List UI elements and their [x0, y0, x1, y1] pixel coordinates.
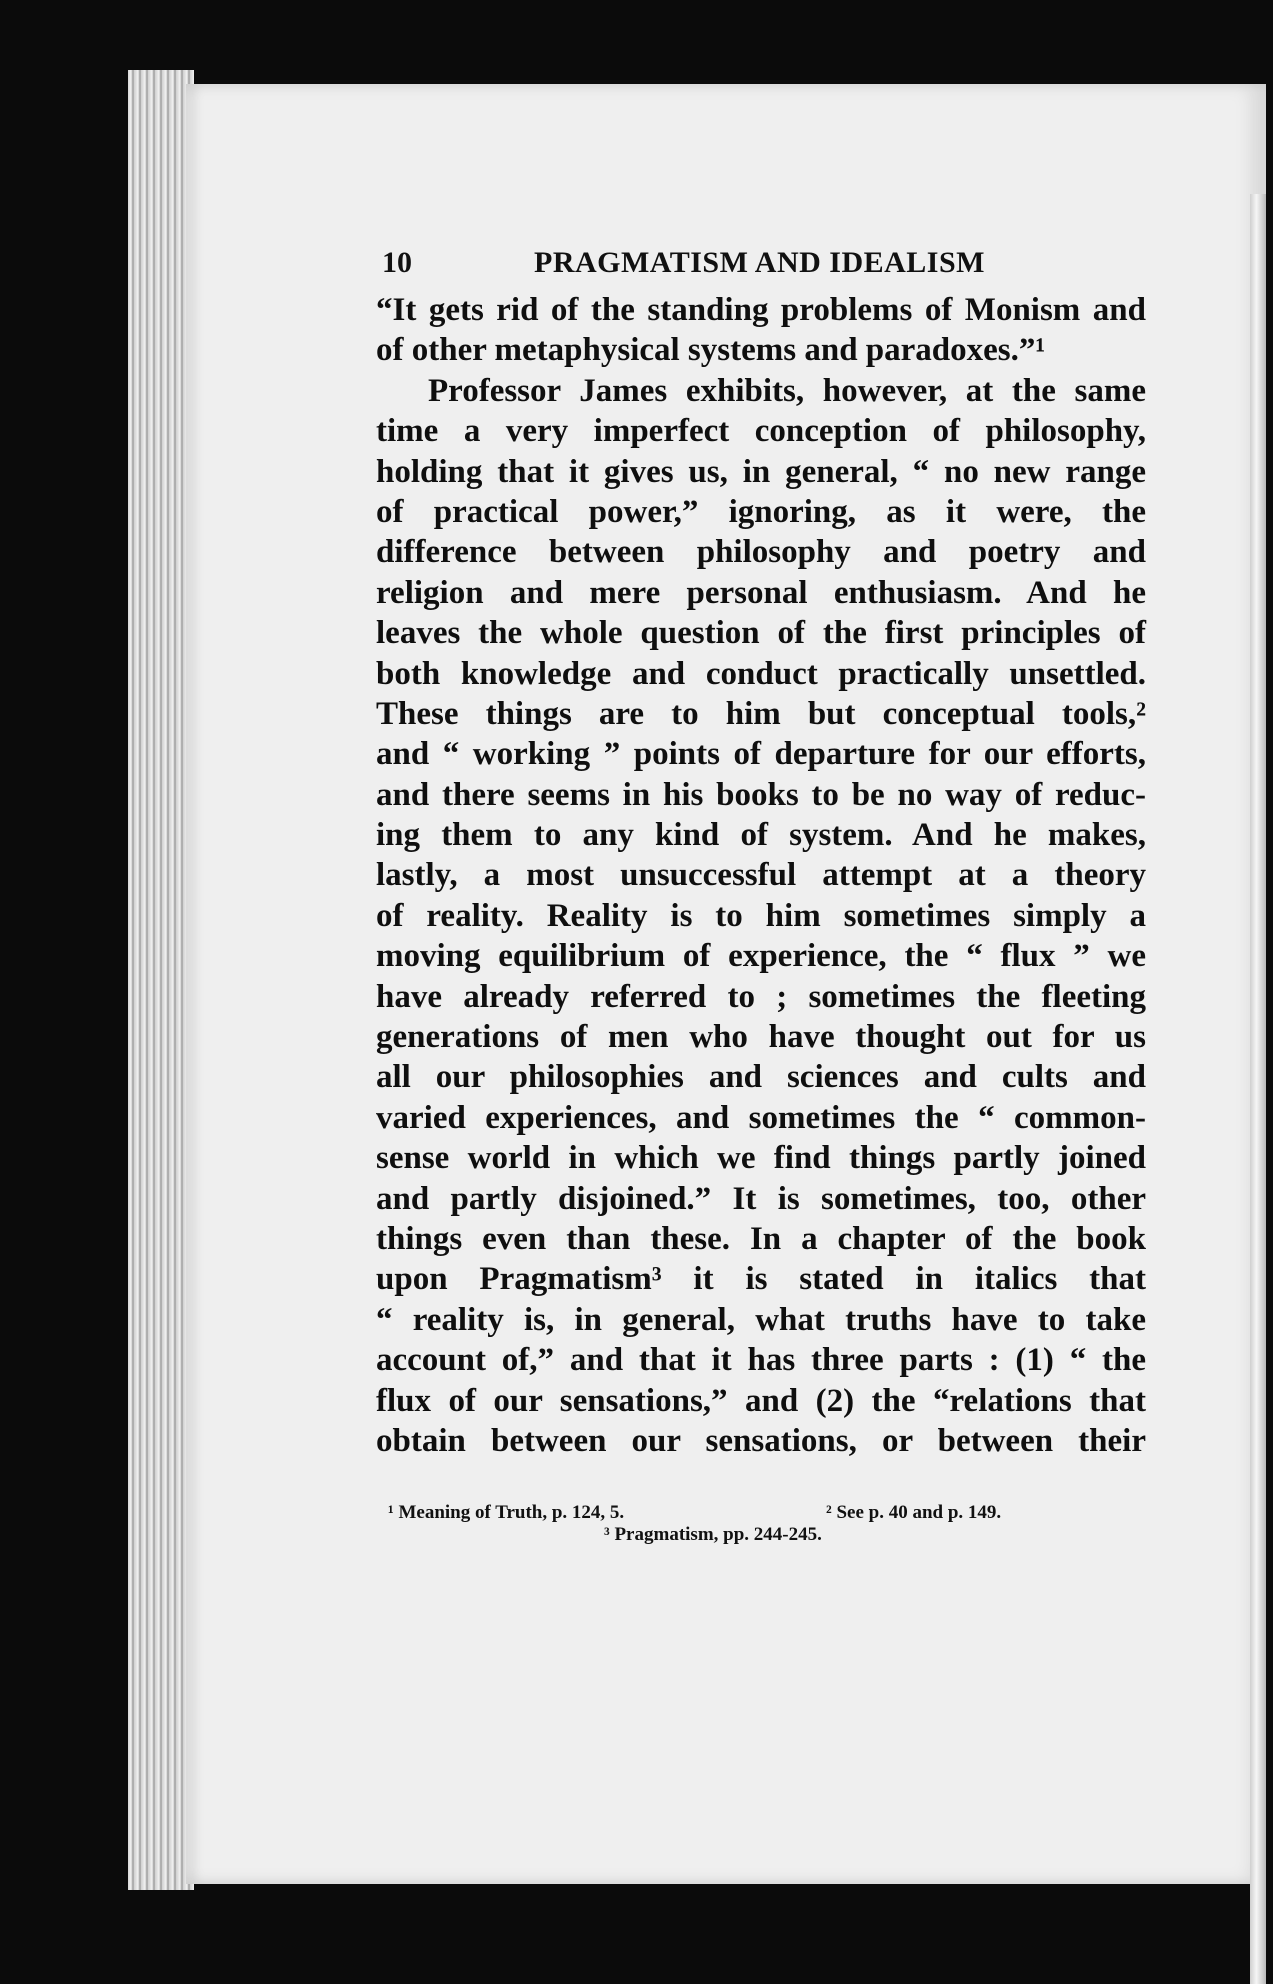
text-line: upon Pragmatism³ it is stated in italics that	[376, 1261, 1146, 1298]
text-line: and there seems in his books to be no way of reduc-	[376, 776, 1146, 813]
text-line: and partly disjoined.” It is sometimes, too, other	[376, 1180, 1146, 1217]
footnotes	[376, 1500, 1116, 1545]
page-header	[382, 246, 1032, 286]
text-line: These things are to him but conceptual tools,²	[376, 695, 1146, 732]
running-head: PRAGMATISM AND IDEALISM	[534, 246, 985, 279]
text-line: things even than these. In a chapter of the book	[376, 1220, 1146, 1257]
text-line: “ reality is, in general, what truths have to take	[376, 1301, 1146, 1338]
text-line: of practical power,” ignoring, as it were, the	[376, 493, 1146, 530]
text-line: obtain between our sensations, or between their	[376, 1422, 1146, 1459]
text-line: and “ working ” points of departure for our efforts,	[376, 736, 1146, 773]
text-line: of other metaphysical systems and paradoxes.”¹	[376, 332, 1046, 369]
footnote-2: ² See p. 40 and p. 149.	[826, 1502, 1002, 1523]
text-line: sense world in which we find things partly joined	[376, 1140, 1146, 1177]
text-line: both knowledge and conduct practically unsettled.	[376, 655, 1146, 692]
text-line: time a very imperfect conception of philosophy,	[376, 413, 1146, 450]
text-line: of reality. Reality is to him sometimes simply a	[376, 897, 1146, 934]
text-line: religion and mere personal enthusiasm. And he	[376, 574, 1146, 611]
footnote-3: ³ Pragmatism, pp. 244-245.	[604, 1524, 822, 1545]
footnote-1: ¹ Meaning of Truth, p. 124, 5.	[388, 1502, 625, 1523]
text-line: flux of our sensations,” and (2) the “relations that	[376, 1382, 1146, 1419]
text-line: generations of men who have thought out for us	[376, 1019, 1146, 1056]
text-line: ing them to any kind of system. And he makes,	[376, 817, 1146, 854]
text-line: “It gets rid of the standing problems of Monism and	[376, 292, 1146, 328]
text-line: all our philosophies and sciences and cults and	[376, 1059, 1146, 1096]
text-line: Professor James exhibits, however, at the same	[428, 372, 1146, 409]
body-text	[376, 290, 1146, 1461]
text-line: have already referred to ; sometimes the fleeting	[376, 978, 1146, 1015]
text-line: holding that it gives us, in general, “ no new range	[376, 453, 1146, 490]
text-line: varied experiences, and sometimes the “ common-	[376, 1099, 1146, 1136]
text-line: moving equilibrium of experience, the “ flux ” we	[376, 938, 1146, 975]
text-line: leaves the whole question of the first principles of	[376, 615, 1146, 652]
text-line: account of,” and that it has three parts : (1) “ the	[376, 1342, 1146, 1379]
text-line: difference between philosophy and poetry and	[376, 534, 1146, 571]
page-number: 10	[382, 246, 412, 279]
page-stack-edges	[128, 70, 194, 1890]
page-right-edge	[1250, 194, 1266, 1984]
text-line: lastly, a most unsuccessful attempt at a theory	[376, 857, 1146, 894]
